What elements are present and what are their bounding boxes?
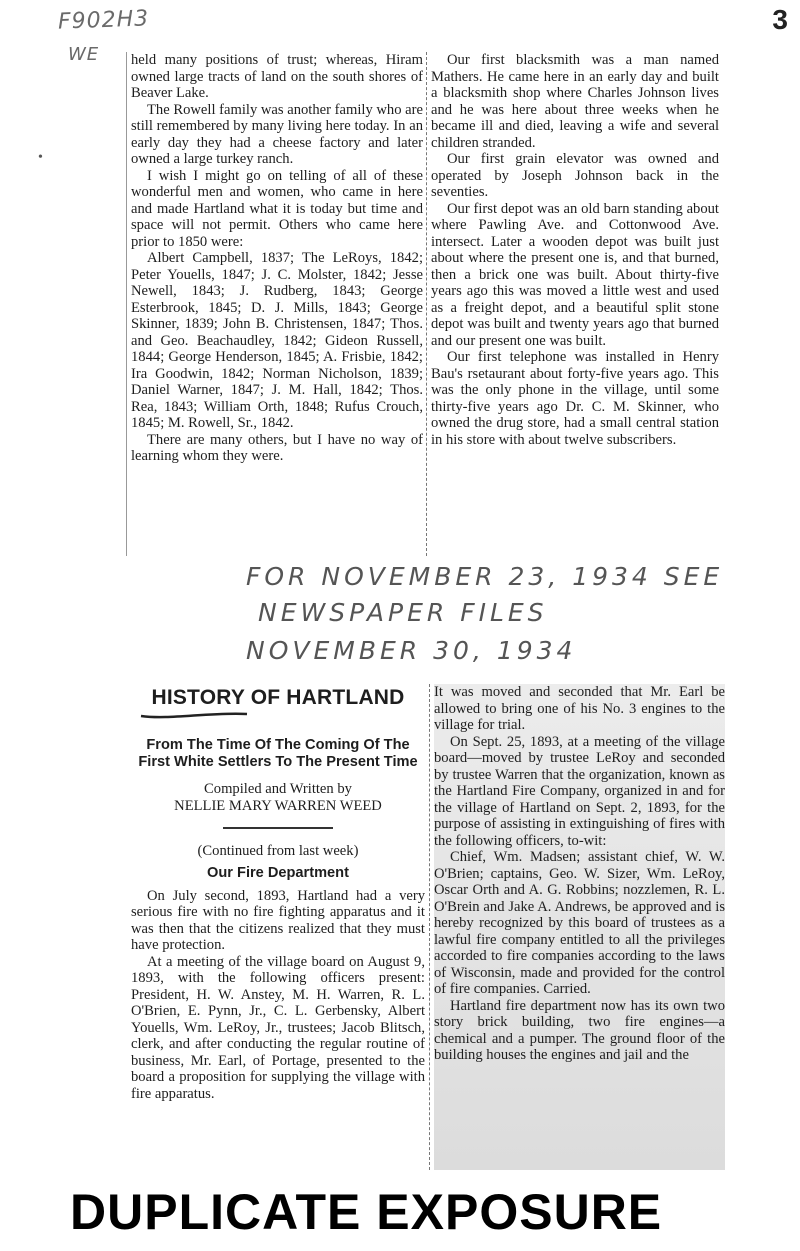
paragraph: At a meeting of the village board on August 9, 1893, with the following officers present: President, H. W. Anstey, M. H. Warren, R. L. O'Brien, E. Pynn, Jr., C. L. Gerbensky, Albert Youells, Wm. LeRoy, Jr., trustees; Jacob Blitsch, clerk, and after conducting the regular routine of business, Mr. Earl, of Portage, presented to the board a proposition for supplying the village with fire apparatus. — [131, 953, 425, 1102]
paragraph: Chief, Wm. Madsen; assistant chief, W. W. O'Brien; captains, Geo. W. Sizer, Wm. LeRoy, Oscar Orth and A. G. Robbins; nozzlemen, R. L. O'Brein and Jake A. Andrews, be approved and is hereby recognized by this board of trustees as a lawful fire company entitled to all the privileges accorded to fire companies according to the laws of Wisconsin, made and provided for the control of fire companies. Carried. — [434, 849, 725, 997]
article-byline: Compiled and Written by — [204, 780, 352, 797]
column-rule-upper — [426, 52, 427, 556]
handwritten-initials: WE — [68, 44, 100, 65]
article-headline: HISTORY OF HARTLAND — [151, 686, 405, 709]
page-number: 3 — [772, 4, 788, 35]
margin-mark: • — [38, 150, 43, 165]
column-rule-lower — [429, 684, 430, 1170]
upper-left-column — [131, 52, 423, 560]
paragraph: Hartland fire department now has its own two story brick building, two fire engines—a chemical and a pumper. The ground floor of the building houses the engines and jail and the — [434, 997, 725, 1063]
divider — [223, 827, 333, 829]
paragraph: Our first grain elevator was owned and operated by Joseph Johnson back in the seventies. — [431, 151, 719, 200]
paragraph: Our first blacksmith was a man named Mathers. He came here in an early day and built a blacksmith shop where Charles Johnson lives and he was here about three weeks when he became ill and died, leaving a wife and several children stranded. — [431, 52, 719, 151]
paragraph: The Rowell family was another family who are still remembered by many living here today. In an early day they had a cheese factory and later owned a large turkey ranch. — [131, 101, 423, 167]
paragraph: Our first depot was an old barn standing about where Pawling Ave. and Cottonwood Ave. intersect. Later a wooden depot was built just about where the present one is, and that burned, then a brick one was built. About thirty-five years ago this was moved a little west and used as a freight depot, and a beautiful split stone depot was built and twenty years ago that burned and our present one was built. — [431, 200, 719, 349]
paragraph: On Sept. 25, 1893, at a meeting of the village board—moved by trustee LeRoy and seconded by trustee Warren that the organization, known as the Hartland Fire Company, organized in and for the village of Hartland on Sept. 2, 1893, for the purpose of assisting in extinguishing of fires with the following officers, to-wit: — [434, 733, 725, 849]
article-author: NELLIE MARY WARREN WEED — [174, 797, 382, 814]
paragraph: Albert Campbell, 1837; The LeRoys, 1842; Peter Youells, 1847; J. C. Molster, 1842; Jesse Newell, 1843; J. Rudberg, 1843; George Esterbrook, 1845; D. J. Mills, 1843; George Skinner, 1839; John B. Christensen, 1847; Thos. and Geo. Beachaudley, 1842; Gideon Russell, 1844; George Henderson, 1845; A. Frisbie, 1842; Ira Goodwin, 1842; Norman Nicholson, 1839; Daniel Warner, 1847; J. M. Hall, 1842; Thos. Rea, 1843; William Orth, 1848; Rufus Crouch, 1845; M. Rowell, Sr., 1842. — [131, 250, 423, 431]
paragraph: held many positions of trust; whereas, Hiram owned large tracts of land on the south shores of Beaver Lake. — [131, 52, 423, 101]
handwritten-note-line: FOR NOVEMBER 23, 1934 SEE — [246, 562, 724, 591]
headline-swash-ornament — [139, 710, 249, 720]
paragraph: There are many others, but I have no way of learning whom they were. — [131, 431, 423, 464]
article-subhead: From The Time Of The Coming Of The First White Settlers To The Present Time — [138, 736, 418, 770]
paragraph: Our first telephone was installed in Henry Bau's rsetaurant about forty-five years ago. This was the only phone in the village, until some thirty-five years ago Dr. C. M. Skinner, who owned the drug store, had a small central station in his store with about twelve subscribers. — [431, 349, 719, 448]
handwritten-catalog-code: F902H3 — [57, 6, 150, 35]
upper-right-column — [431, 52, 719, 560]
paragraph: On July second, 1893, Hartland had a very serious fire with no fire fighting apparatus and it was then that the citizens realized that they must have protection. — [131, 887, 425, 953]
column-rule-left — [126, 52, 127, 556]
duplicate-exposure-banner: DUPLICATE EXPOSURE — [70, 1184, 663, 1240]
continued-notice: (Continued from last week) — [197, 842, 359, 859]
paragraph: I wish I might go on telling of all of these wonderful men and women, who came in here and made Hartland what it is today but time and space will not permit. Others who came here prior to 1850 were: — [131, 167, 423, 250]
article-left-column — [131, 684, 425, 1170]
article-right-column — [434, 684, 725, 1170]
handwritten-note-line: NEWSPAPER FILES — [258, 598, 548, 627]
paragraph: It was moved and seconded that Mr. Earl be allowed to bring one of his No. 3 engines to the village for trial. — [434, 684, 725, 733]
section-title: Our Fire Department — [207, 865, 349, 881]
handwritten-note-line: NOVEMBER 30, 1934 — [246, 636, 577, 665]
